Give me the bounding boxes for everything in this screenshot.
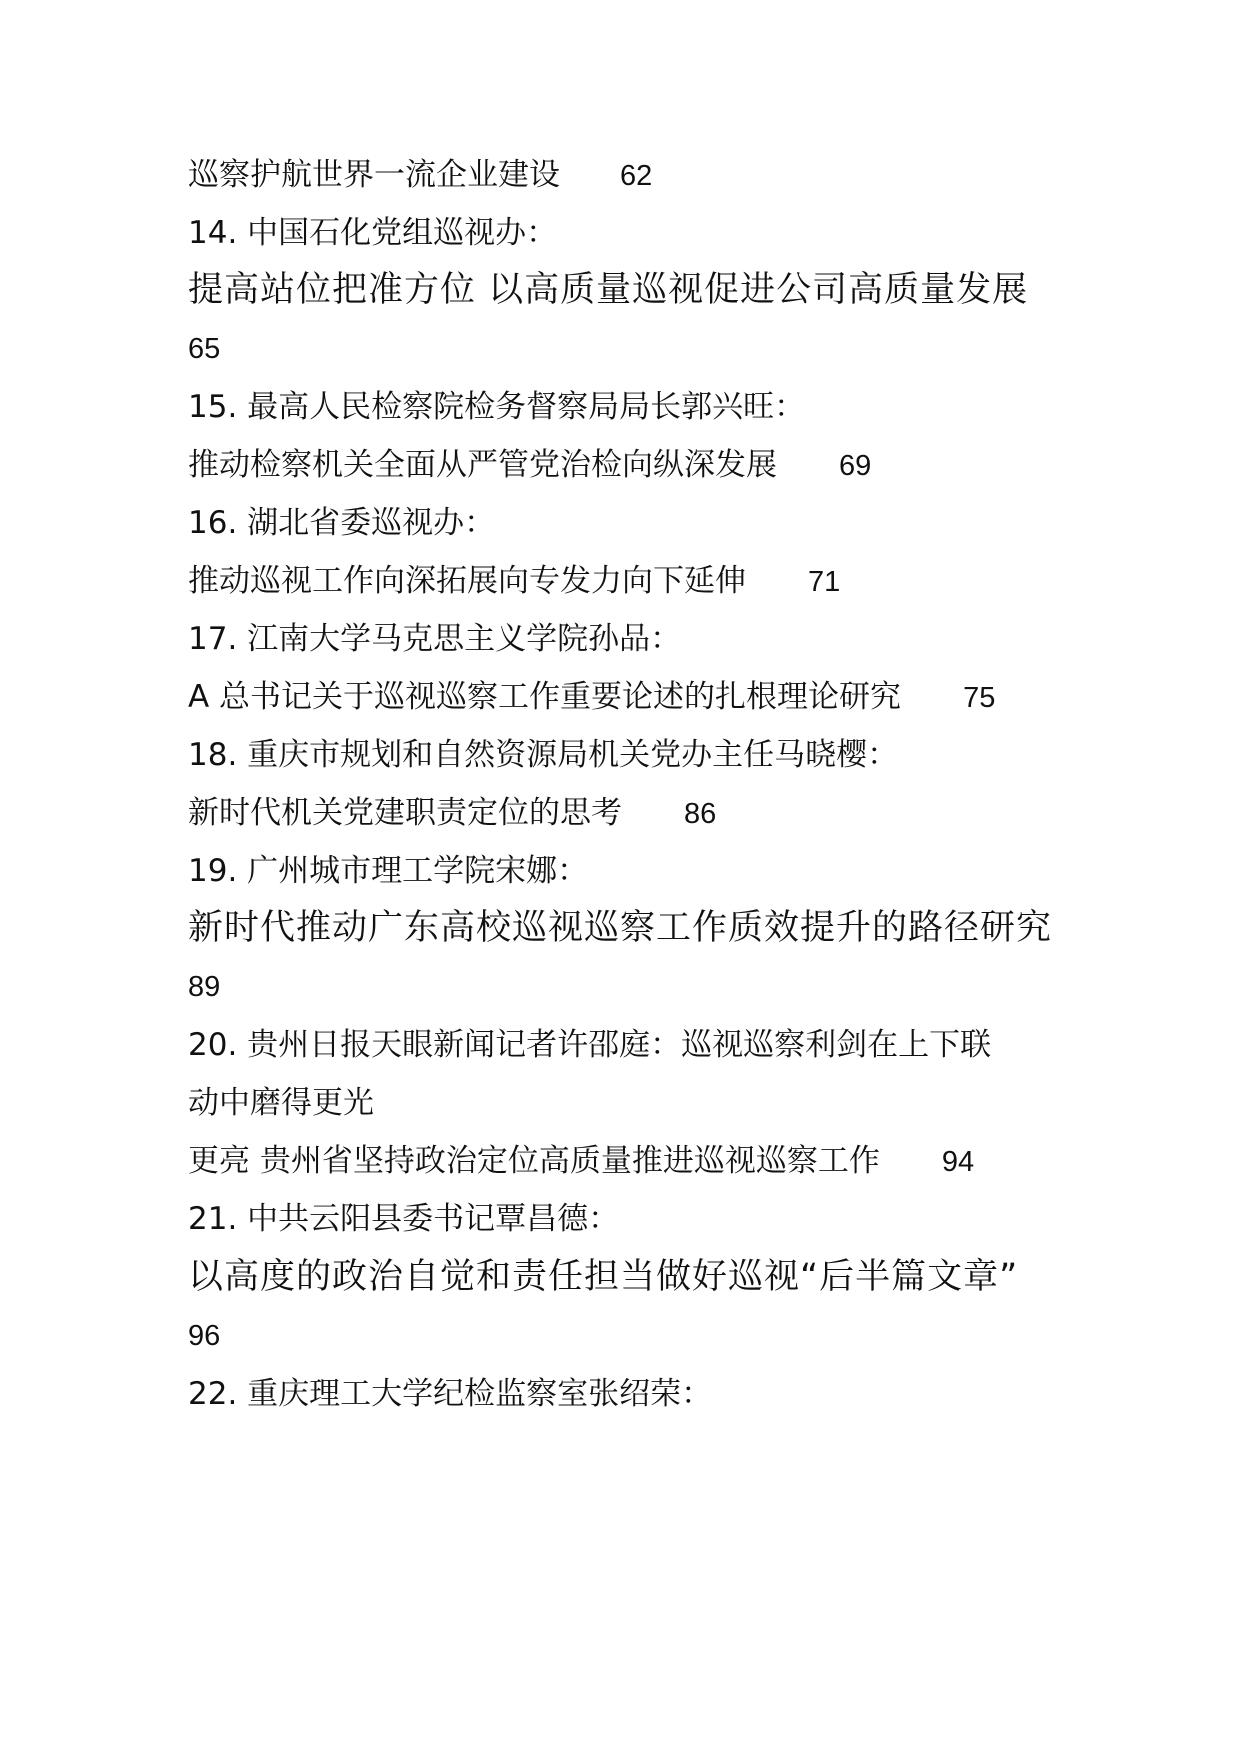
toc-page-number: 65	[188, 333, 221, 365]
toc-entry	[188, 155, 652, 196]
toc-entry	[188, 1141, 974, 1182]
toc-section-heading-continued: 动中磨得更光	[188, 1085, 374, 1121]
toc-section-heading: 21. 中共云阳县委书记覃昌德：	[188, 1201, 620, 1237]
toc-entry-title: 巡察护航世界一流企业建设	[188, 157, 560, 193]
toc-entry-title: 推动检察机关全面从严管党治检向纵深发展	[188, 447, 777, 483]
toc-page-number: 75	[963, 682, 996, 714]
toc-entry-title: 以高度的政治自觉和责任担当做好巡视“后半篇文章”	[188, 1257, 1019, 1297]
toc-page-number: 86	[684, 798, 717, 830]
toc-page-number: 69	[839, 450, 872, 482]
toc-section-heading: 20. 贵州日报天眼新闻记者许邵庭：巡视巡察利剑在上下联	[188, 1027, 992, 1063]
toc-section-heading: 18. 重庆市规划和自然资源局机关党办主任马晓樱：	[188, 737, 899, 773]
toc-entry-title: 更亮 贵州省坚持政治定位高质量推进巡视巡察工作	[188, 1143, 880, 1179]
toc-page-number: 94	[941, 1146, 975, 1178]
toc-page-number: 62	[620, 160, 653, 192]
toc-entry-title: 新时代机关党建职责定位的思考	[188, 795, 622, 831]
toc-page-number: 71	[808, 566, 841, 598]
toc-section-heading: 17. 江南大学马克思主义学院孙品：	[188, 621, 682, 657]
toc-section-heading: 16. 湖北省委巡视办：	[188, 505, 496, 541]
toc-entry	[188, 561, 840, 602]
toc-page-number: 89	[188, 971, 221, 1003]
toc-section-heading: 19. 广州城市理工学院宋娜：	[188, 853, 589, 889]
toc-entry-title: A 总书记关于巡视巡察工作重要论述的扎根理论研究	[188, 679, 902, 715]
toc-page-number: 96	[188, 1320, 221, 1352]
toc-entry	[188, 445, 871, 486]
toc-entry-title: 推动巡视工作向深拓展向专发力向下延伸	[188, 563, 746, 599]
toc-section-heading: 22. 重庆理工大学纪检监察室张绍荣：	[188, 1376, 713, 1412]
toc-entry-title: 提高站位把准方位 以高质量巡视促进公司高质量发展	[188, 270, 1029, 310]
toc-entry-title: 新时代推动广东高校巡视巡察工作质效提升的路径研究	[188, 908, 1053, 948]
toc-section-heading: 15. 最高人民检察院检务督察局局长郭兴旺：	[188, 389, 806, 425]
toc-entry	[188, 793, 716, 834]
toc-section-heading: 14. 中国石化党组巡视办：	[188, 215, 558, 251]
toc-entry	[188, 677, 995, 718]
